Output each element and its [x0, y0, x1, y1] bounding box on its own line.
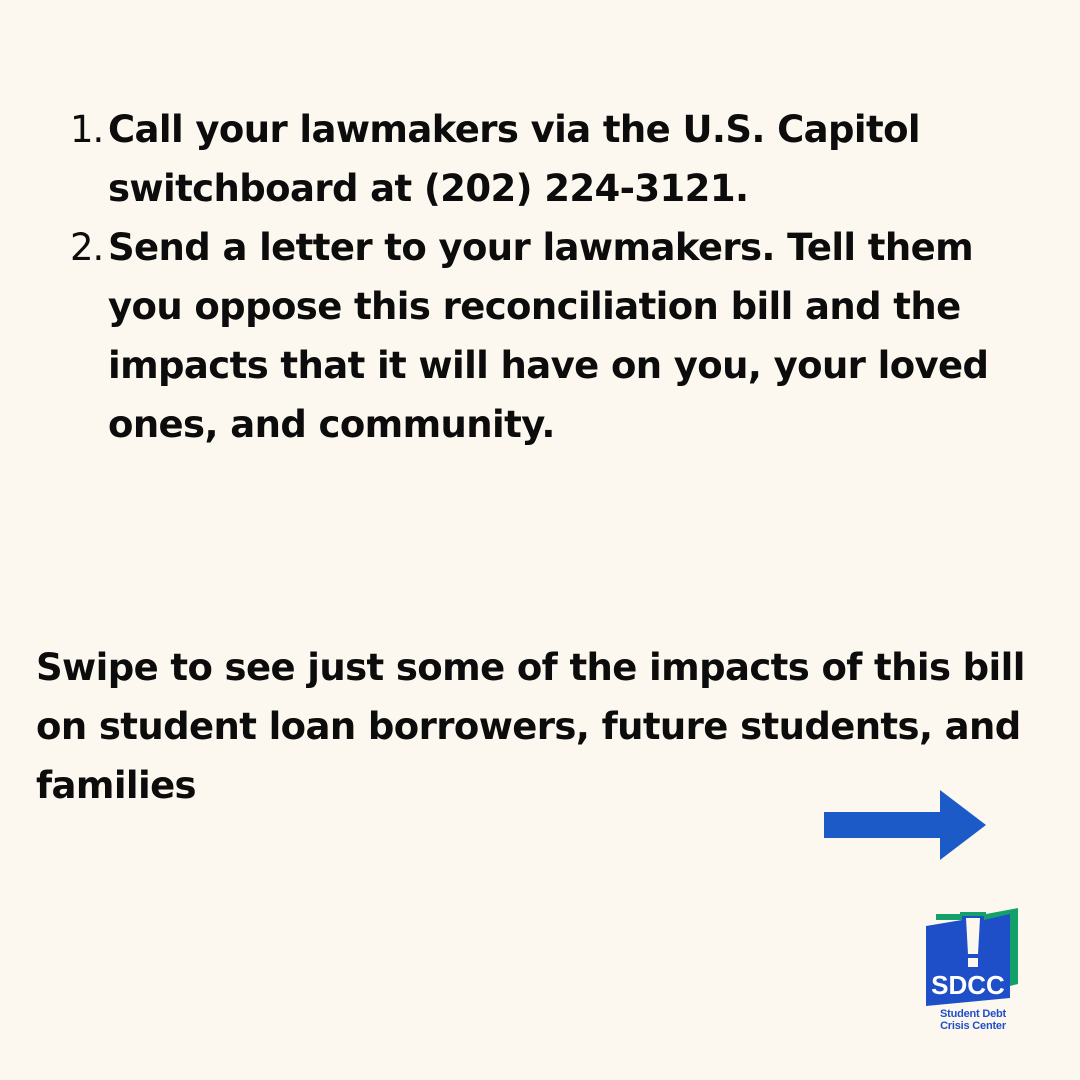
step-text: Call your lawmakers via the U.S. Capitol switchboard at (202) 224-3121. [108, 108, 921, 210]
sdcc-logo [924, 906, 1022, 1036]
logo-caption [924, 1008, 1022, 1032]
action-steps-list [70, 100, 1010, 454]
step-number: 2. [70, 226, 104, 269]
logo-name-line2: Crisis Center [940, 1020, 1006, 1032]
action-step-call [70, 100, 1010, 218]
swipe-prompt: Swipe to see just some of the impacts of this bill on student loan borrowers, future students, and families [36, 646, 1025, 807]
logo-name-line1: Student Debt [939, 1008, 1007, 1020]
action-step-letter [70, 218, 1010, 454]
logo-acronym: SDCC [931, 970, 1005, 1000]
arrow-right-icon [824, 790, 988, 860]
step-text: Send a letter to your lawmakers. Tell them you oppose this reconciliation bill and the impacts that it will have on you, your loved ones, and community. [108, 226, 989, 446]
step-number: 1. [70, 108, 104, 151]
